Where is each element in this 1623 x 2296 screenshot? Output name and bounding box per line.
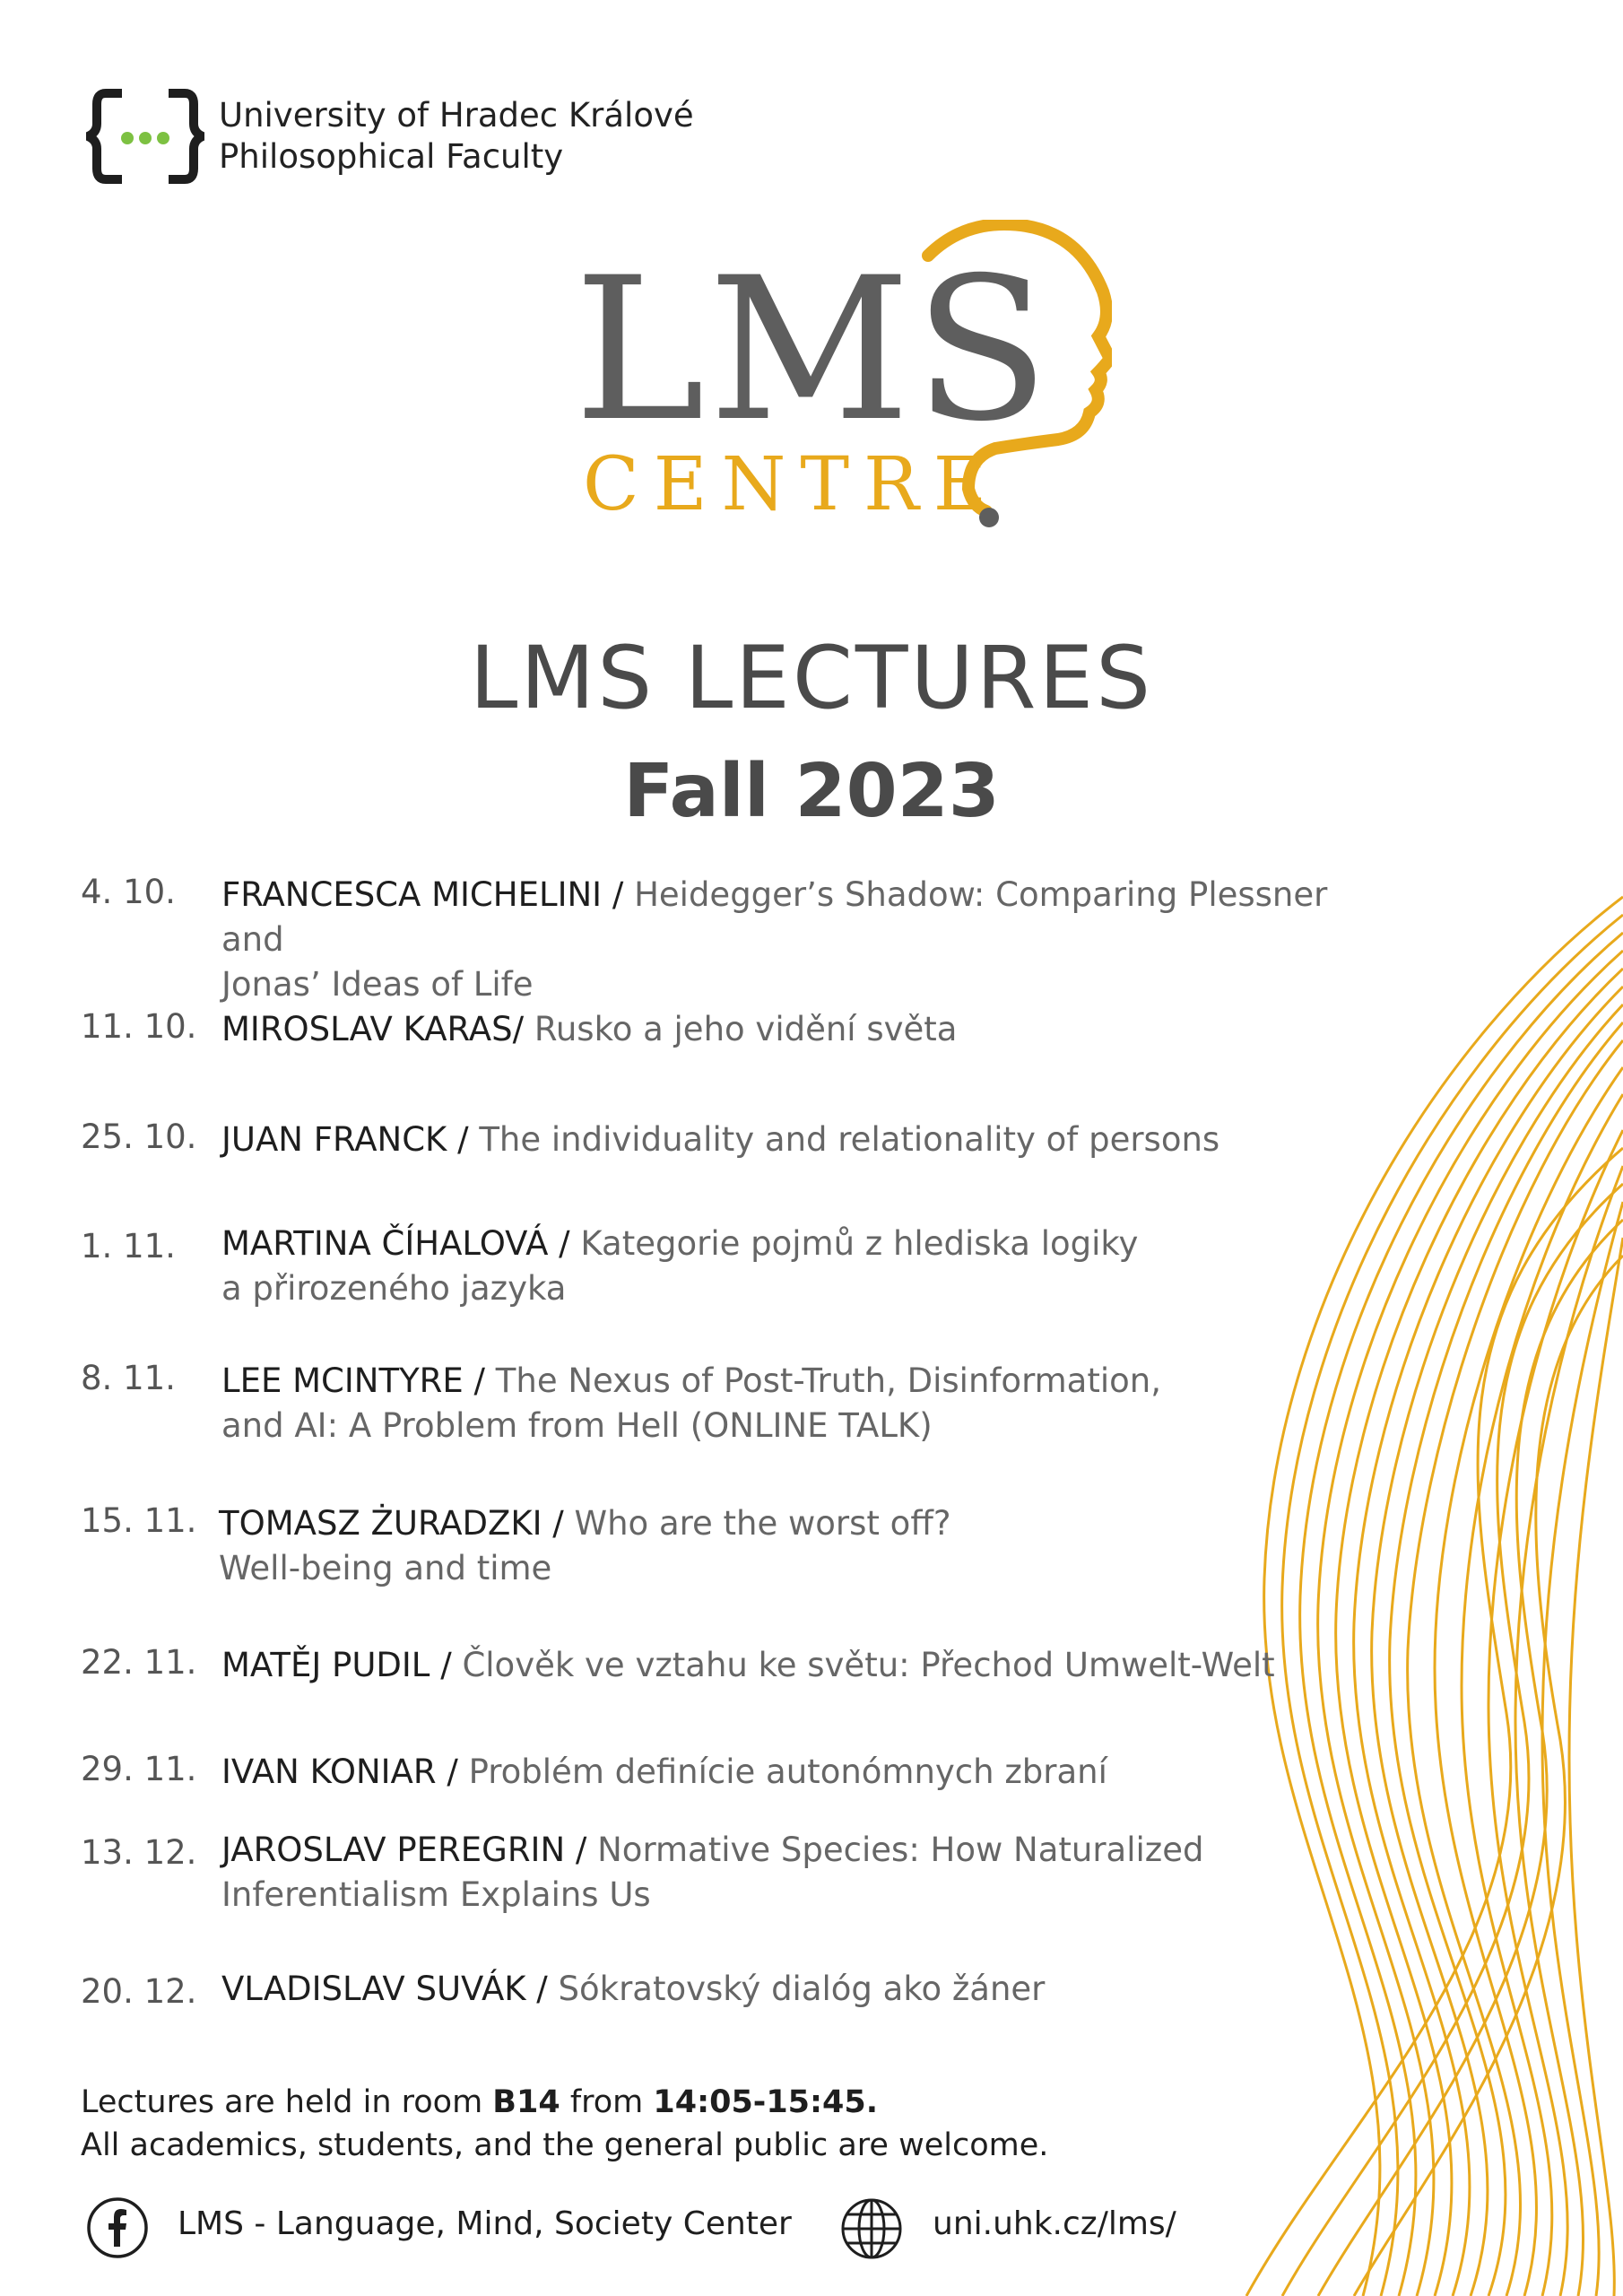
lecture-entry xyxy=(221,1118,1387,1162)
venue-text: Lectures are held in room xyxy=(81,2084,493,2120)
faculty-name: Philosophical Faculty xyxy=(219,137,564,176)
university-logo-icon xyxy=(86,88,204,185)
lecture-speaker: JUAN FRANCK xyxy=(221,1120,447,1159)
lecture-separator: / xyxy=(565,1831,598,1869)
lecture-topic-continued: Well-being and time xyxy=(219,1549,552,1587)
lecture-topic-continued: and AI: A Problem from Hell (ONLINE TALK) xyxy=(221,1406,933,1445)
university-name: University of Hradec Králové xyxy=(219,96,694,135)
lecture-entry xyxy=(221,1967,1387,2012)
page-title: LMS LECTURES xyxy=(469,628,1154,728)
lecture-separator: / xyxy=(548,1224,581,1263)
facebook-icon[interactable] xyxy=(86,2196,149,2259)
lecture-topic: Heidegger’s Shadow: Comparing Plessner and xyxy=(221,875,1328,959)
lecture-date: 13. 12. xyxy=(81,1833,197,1872)
room-number: B14 xyxy=(492,2084,560,2120)
lecture-topic: Člověk ve vztahu ke světu: Přechod Umwelt-Welt xyxy=(462,1646,1275,1684)
lecture-separator: / xyxy=(436,1752,469,1791)
lecture-entry xyxy=(221,1643,1387,1688)
lecture-entry xyxy=(221,1007,1387,1052)
lecture-entry xyxy=(221,1222,1387,1311)
lecture-topic: Sókratovský dialóg ako žáner xyxy=(558,1970,1046,2008)
lecture-topic: The individuality and relationality of persons xyxy=(479,1120,1220,1159)
globe-icon[interactable] xyxy=(839,2196,904,2261)
lecture-speaker: IVAN KONIAR xyxy=(221,1752,437,1791)
centre-logo-text: CENTRE xyxy=(583,442,1002,527)
lecture-separator: / xyxy=(447,1120,480,1159)
lecture-entry xyxy=(221,1359,1387,1448)
venue-note xyxy=(81,2081,1048,2167)
lecture-date: 20. 12. xyxy=(81,1972,197,2011)
lecture-speaker: MIROSLAV KARAS xyxy=(221,1010,513,1048)
lecture-topic-continued: a přirozeného jazyka xyxy=(221,1269,567,1308)
venue-line xyxy=(81,2081,1048,2124)
lecture-separator: / xyxy=(542,1504,575,1543)
lecture-separator: / xyxy=(463,1361,496,1400)
page-subtitle: Fall 2023 xyxy=(623,749,1000,834)
venue-text-from: from xyxy=(560,2084,654,2120)
lecture-date: 15. 11. xyxy=(81,1501,197,1540)
lecture-speaker: TOMASZ ŻURADZKI xyxy=(219,1504,542,1543)
lecture-separator: / xyxy=(525,1970,559,2008)
lecture-date: 22. 11. xyxy=(81,1643,197,1682)
lecture-date: 1. 11. xyxy=(81,1227,176,1265)
lecture-date: 4. 10. xyxy=(81,873,176,911)
welcome-line: All academics, students, and the general public are welcome. xyxy=(81,2127,1049,2163)
lecture-date: 29. 11. xyxy=(81,1750,197,1788)
lecture-time: 14:05-15:45. xyxy=(653,2084,879,2120)
lecture-date: 25. 10. xyxy=(81,1118,197,1156)
lecture-separator: / xyxy=(602,875,635,914)
lecture-entry xyxy=(221,1828,1387,1918)
website-link[interactable]: uni.uhk.cz/lms/ xyxy=(933,2205,1176,2242)
lecture-speaker: FRANCESCA MICHELINI xyxy=(221,875,603,914)
lecture-topic: Problém definície autonómnych zbraní xyxy=(468,1752,1107,1791)
lecture-speaker: LEE MCINTYRE xyxy=(221,1361,464,1400)
lecture-date: 8. 11. xyxy=(81,1359,176,1397)
lecture-entry xyxy=(221,873,1387,1007)
lecture-topic: Rusko a jeho vidění světa xyxy=(534,1010,958,1048)
facebook-link[interactable]: LMS - Language, Mind, Society Center xyxy=(178,2205,792,2242)
lecture-speaker: VLADISLAV SUVÁK xyxy=(221,1970,526,2008)
lecture-separator: / xyxy=(430,1646,463,1684)
lecture-topic-continued: Jonas’ Ideas of Life xyxy=(221,965,534,1004)
lecture-speaker: JAROSLAV PEREGRIN xyxy=(221,1831,566,1869)
lecture-entry xyxy=(221,1750,1387,1795)
lecture-topic: Normative Species: How Naturalized xyxy=(597,1831,1204,1869)
lecture-topic: The Nexus of Post-Truth, Disinformation, xyxy=(495,1361,1161,1400)
lms-logo-text: LMS xyxy=(574,235,1054,465)
lecture-speaker: MATĚJ PUDIL xyxy=(221,1646,430,1684)
lecture-entry xyxy=(219,1501,1384,1591)
lecture-speaker: MARTINA ČÍHALOVÁ xyxy=(221,1224,549,1263)
lecture-topic: Who are the worst off? xyxy=(574,1504,951,1543)
university-name-block xyxy=(219,95,694,178)
lecture-separator: / xyxy=(512,1010,534,1048)
lecture-date: 11. 10. xyxy=(81,1007,197,1046)
lecture-topic: Kategorie pojmů z hlediska logiky xyxy=(580,1224,1139,1263)
lecture-topic-continued: Inferentialism Explains Us xyxy=(221,1875,651,1914)
